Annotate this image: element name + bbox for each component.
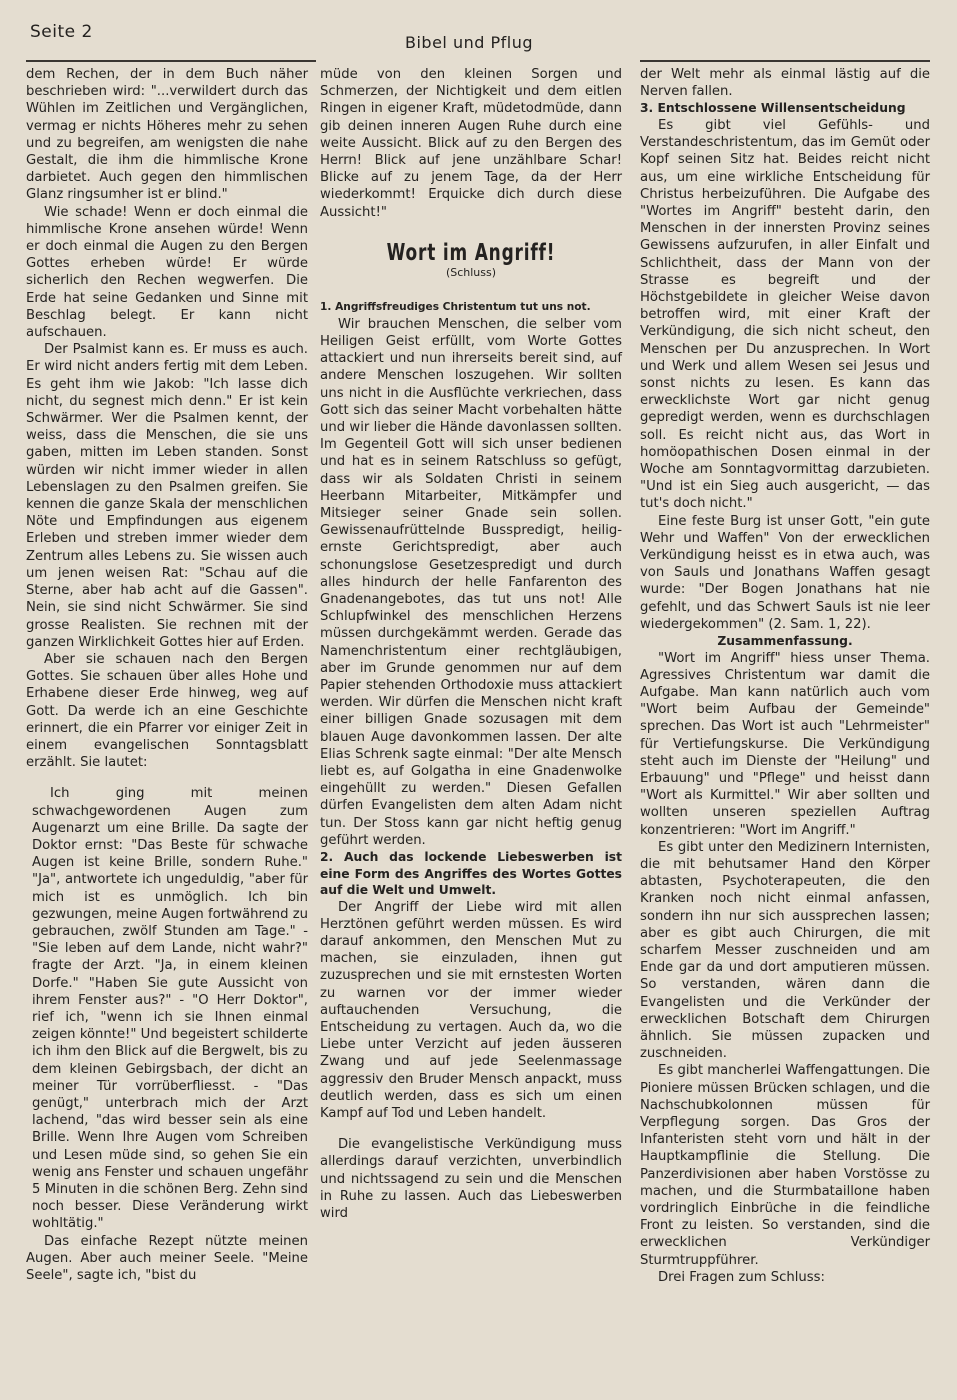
section-heading: 1. Angriffsfreudiges Christentum tut uns not. bbox=[320, 301, 591, 314]
paragraph: Eine feste Burg ist unser Gott, "ein gute Wehr und Waffen" Von der erwecklichen Verkündigung heisst es in etwa auch, was von Sauls und Jonathans Waffen gesagt wurde: "Der Bogen Jonathans hat nie gefehlt, und das Schwert Sauls ist nie leer wiedergekommen" (2. Sam. 1, 22). bbox=[640, 513, 930, 632]
paragraph: der Welt mehr als einmal lästig auf die Nerven fallen. bbox=[640, 67, 930, 100]
page-number: Seite 2 bbox=[30, 22, 93, 42]
section-heading: 2. Auch das lockende Liebeswerben ist eine Form des Angriffes des Wortes Gottes auf die Welt und Umwelt. bbox=[320, 850, 622, 898]
column-1 bbox=[26, 66, 308, 1284]
column-2 bbox=[320, 66, 622, 1222]
paragraph: Der Angriff der Liebe wird mit allen Herztönen geführt werden müssen. Es wird darauf ankommen, den Menschen Mut zu machen, sie einzuladen, ihnen gut zuzusprechen und sie mit ernstesten Worten zu warnen vor der immer wieder auftauchenden Versuchung, die Entscheidung zu vertagen. Auch da, wo die Liebe unter Verzicht auf jeden äusseren Zwang und auf jede Seelenmassage aggressiv den Bruder Mensch anpackt, muss deutlich werden, dass es sich um einen Kampf auf Tod und Leben handelt. bbox=[320, 899, 622, 1121]
quoted-story: Ich ging mit meinen schwachgewordenen Augen zum Augenarzt um eine Brille. Da sagte der Doktor ernst: "Das Beste für schwache Augen ist keine Brille, sondern Ruhe." "Ja", antwortete ich ungeduldig, "aber für mich ist es unmöglich. Ich bin gezwungen, meine Augen fortwährend zu gebrauchen, zwölf Stunden am Tage." - "Sie leben auf dem Lande, nicht wahr?" fragte der Arzt. "Ja, in einem kleinen Dorfe." "Haben Sie gute Aussicht von ihrem Fenster aus?" - "O Herr Doktor", rief ich, "wenn ich sie Ihnen einmal zeigen könnte!" Und begeistert schilderte ich ihm den Blick auf die Bergwelt, bis zu dem kleinen Gebirgsbach, der dicht an meiner Tür vorrüberfliesst. - "Das genügt," unterbrach mich der Arzt lachend, "das wird besser sein als eine Brille. Wenn Ihre Augen vom Schreiben und Lesen müde sind, so gehen Sie ein wenig ans Fenster und schauen ungefähr 5 Minuten in die schönen Berg. Zehn sind noch besser. Diese Veränderung wirkt wohltätig." bbox=[32, 786, 308, 1232]
section-heading: 3. Entschlossene Willensentscheidung bbox=[640, 101, 906, 116]
paragraph: Die evangelistische Verkündigung muss allerdings darauf verzichten, unverbindlich und nichtssagend zu sein und die Menschen in Ruhe zu lassen. Auch das Liebeswerben wird bbox=[320, 1137, 622, 1221]
publication-title: Bibel und Pflug bbox=[405, 33, 533, 52]
paragraph: Der Psalmist kann es. Er muss es auch. Er wird nicht anders fertig mit dem Leben. Es geht ihm wie Jakob: "Ich lasse dich nicht, du segnest mich denn." Er ist kein Schwärmer. Wer die Psalmen kennt, der weiss, dass die Menschen, die sie uns gaben, mitten im Leben standen. Sonst würden wir nicht immer wieder in allen Lebenslagen zu den Psalmen greifen. Sie kennen die ganze Skala der menschlichen Nöte und Empfindungen aus eigenem Erleben und streben immer wieder dem Zentrum alles Lebens zu. Sie wissen auch um jenen weisen Rat: "Schau auf die Sterne, aber hab acht auf die Gassen". Nein, sie sind nicht Schwärmer. Sie sind grosse Realisten. Sie rechnen mit der ganzen Wirklichkeit Gottes hier auf Erden. bbox=[26, 342, 308, 650]
paragraph: Aber sie schauen nach den Bergen Gottes. Sie schauen über alles Hohe und Erhabene dieser Erde hinweg, weg auf Gott. Da werde ich an eine Geschichte erinnert, die ein Pfarrer vor einiger Zeit in einem evangelischen Sonntagsblatt erzählt. Sie lautet: bbox=[26, 651, 308, 771]
header-rule-right bbox=[640, 60, 930, 62]
article-subheadline: (Schluss) bbox=[445, 266, 497, 280]
paragraph: Wie schade! Wenn er doch einmal die himmlische Krone ansehen würde! Wenn er doch einmal die Augen zu den Bergen Gottes erheben würde! Er würde sicherlich den Rechen wegwerfen. Die Erde hat seine Gedanken und Sinne mit Beschlag belegt. Er kann nicht aufschauen. bbox=[26, 204, 308, 341]
paragraph: Drei Fragen zum Schluss: bbox=[658, 1269, 825, 1285]
article-headline: Wort im Angriff! bbox=[386, 239, 556, 266]
paragraph: Wir brauchen Menschen, die selber vom Heiligen Geist erfüllt, vom Worte Gottes attackiert und nun ihrerseits bereit sind, auf andere Menschen loszugehen. Wir sollten uns nicht in die Ausflüchte verkriechen, dass Gott sich das seiner Macht vorbehalten hätte und wir lieber die Hände davonlassen sollten. Im Gegenteil Gott will sich unser bedienen und hat es in seinem Ratschluss so gefügt, dass wir als Soldaten Christi in seinem Heerbann Mitarbeiter, Mitkämpfer und Mitsieger seiner Gnade sein sollen. Gewissenaufrüttelnde Busspredigt, heilig-ernste Gerichtspredigt, aber auch schonungslose Gesetzespredigt und durch alles hindurch der helle Fanfarenton des Gnadenangebotes, das tut uns not! Alle Schlupfwinkel des menschlichen Herzens müssen durchgekämmt werden. Gerade das Namenchristentum einer rechtgläubigen, aber im Grunde genommen nur auf dem Papier stehenden Orthodoxie muss attackiert werden. Wir dürfen die Menschen nicht kraft einer billigen Gnade sozusagen mit dem blauen Auge davonkommen lassen. Der alte Elias Schrenk sagte einmal: "Der alte Mensch liebt es, auf Golgatha in eine Gnadenwolke eingehüllt zu werden." Diesen Gefallen dürfen Evangelisten dem alten Adam nicht tun. Der Stoss kann gar nicht heftig genug geführt werden. bbox=[320, 316, 622, 848]
paragraph: Das einfache Rezept nützte meinen Augen. Aber auch meiner Seele. "Meine Seele", sagte ich, "bist du bbox=[26, 1233, 308, 1284]
column-3 bbox=[640, 66, 930, 1286]
paragraph: Es gibt viel Gefühls- und Verstandeschristentum, das im Gemüt oder Kopf seinen Sitz hat. Beides reicht nicht aus, um eine wirkliche Entscheidung für Christus herbeizuführen. Die Aufgabe des "Wortes im Angriff" besteht darin, den Menschen in der innersten Provinz seines Gewissens aufzurufen, in aller Einfalt und Schlichtheit, dass der Mann von der Strasse es begreift und der Höchstgebildete in gleicher Weise davon betroffen wird, mit einer Kraft der Verkündigung, die sich nicht scheut, den Menschen per Du anzusprechen. In Wort und Werk und allem Wesen sei Jesus und sonst nichts zu lesen. Es kann das erwecklichste Wort gar nicht genug gepredigt werden, wenn es durchschlagen soll. Es reicht nicht aus, das Wort in homöopathischen Dosen einmal in der Woche am Sonntagvormittag darzubieten. "Und ist ein Sieg auch ausgericht, — das tut's doch nicht." bbox=[640, 117, 930, 512]
header-rule-left bbox=[26, 60, 316, 62]
section-heading: Zusammenfassung. bbox=[717, 634, 853, 648]
paragraph: "Wort im Angriff" hiess unser Thema. Agressives Christentum war damit die Aufgabe. Man kann natürlich auch vom "Wort beim Aufbau der Gemeinde" sprechen. Das Wort ist auch "Lehrmeister" für Vertiefungskurse. Die Verkündigung steht auch im Dienste der "Heilung" und Erbauung" und "Pflege" und heisst dann "Wort als Kurmittel." Wir aber sollten und wollten unseren speziellen Auftrag konzentrieren: "Wort im Angriff." bbox=[640, 650, 930, 838]
paragraph: Es gibt unter den Medizinern Internisten, die mit behutsamer Hand den Körper abtasten, Psychoterapeuten, die den Kranken noch nicht einmal anfassen, sondern ihn nur sich aussprechen lassen; aber es gibt auch Chirurgen, die mit scharfem Messer zuschneiden und am Ende gar da und dort amputieren müssen. So verstanden, wären dann die Evangelisten und die Verkünder der erwecklichen Botschaft dem Chirurgen ähnlich. Sie müssen zupacken und zuschneiden. bbox=[640, 839, 930, 1062]
paragraph: müde von den kleinen Sorgen und Schmerzen, der Nichtigkeit und dem eitlen Ringen in eigener Kraft, müdetodmüde, dann gib deinen inneren Augen Ruhe durch eine weite Aussicht. Blick auf zu den Bergen des Herrn! Blick auf jene unzählbare Schar! Blicke auf zu jenem Tage, da der Herr wiederkommt! Erquicke dich durch diese Aussicht!" bbox=[320, 67, 622, 220]
paragraph: Es gibt mancherlei Waffengattungen. Die Pioniere müssen Brücken schlagen, und die Nachschubkolonnen müssen für Verpflegung sorgen. Das Gros der Infanteristen steht vorn und hält in der Hauptkampflinie die Stellung. Die Panzerdivisionen aber haben Vorstösse zu machen, und die Sturmbataillone haben vordringlich Einbrüche in die feindliche Front zu leisten. So verstanden, sind die erwecklichen Verkündiger Sturmtruppführer. bbox=[640, 1063, 930, 1268]
paragraph: dem Rechen, der in dem Buch näher beschrieben wird: "...verwildert durch das Wühlen im Zeitlichen und Vergänglichen, vermag er nichts Höheres mehr zu sehen und zu begreifen, am wenigsten die nahe Gestalt, die ihm die himmlische Krone darbietet. Auch gegen den himmlischen Glanz ringsumher ist er blind." bbox=[26, 67, 308, 203]
